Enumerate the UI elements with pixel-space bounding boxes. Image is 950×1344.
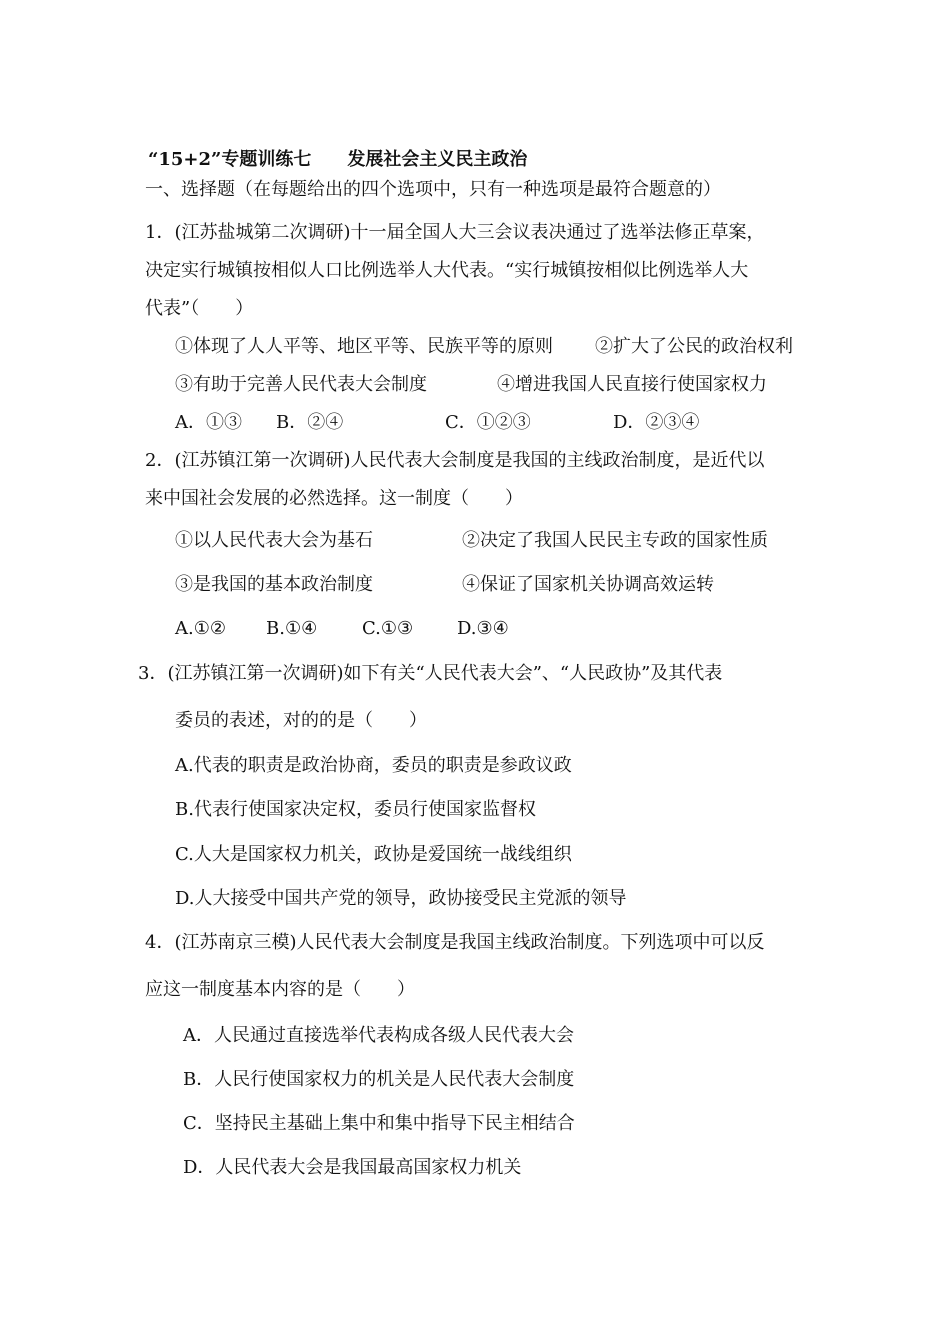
q1-statement-2: ②扩大了公民的政治权利 [595,336,793,357]
q1-statement-3: ③有助于完善人民代表大会制度 [175,374,427,395]
q2-option-b: B.①④ [266,618,318,639]
q2-option-a: A.①② [175,618,226,639]
q2-statement-2: ②决定了我国人民民主专政的国家性质 [462,530,768,551]
q1-line-3: 代表”（ ） [145,298,254,319]
q3-option-b: B.代表行使国家决定权，委员行使国家监督权 [175,799,536,820]
q2-statement-3: ③是我国的基本政治制度 [175,574,373,595]
q3-line-1: 3．(江苏镇江第一次调研)如下有关“人民代表大会”、“人民政协”及其代表 [138,663,723,684]
q4-option-b: B．人民行使国家权力的机关是人民代表大会制度 [183,1069,575,1090]
q3-option-a: A.代表的职责是政治协商，委员的职责是参政议政 [175,755,572,776]
q4-line-2: 应这一制度基本内容的是（ ） [145,979,415,1000]
q1-statement-4: ④增进我国人民直接行使国家权力 [497,374,767,395]
q3-option-d: D.人大接受中国共产党的领导，政协接受民主党派的领导 [175,888,627,909]
q4-option-d: D．人民代表大会是我国最高国家权力机关 [183,1157,522,1178]
q1-statement-1: ①体现了人人平等、地区平等、民族平等的原则 [175,336,553,357]
q2-line-1: 2．(江苏镇江第一次调研)人民代表大会制度是我国的主线政治制度，是近代以 [145,450,765,471]
page-title: “15+2”专题训练七 发展社会主义民主政治 [148,149,528,170]
q1-option-a: A．①③ [175,412,242,433]
q2-statement-4: ④保证了国家机关协调高效运转 [462,574,714,595]
section-heading: 一、选择题（在每题给出的四个选项中，只有一种选项是最符合题意的） [145,179,721,200]
q4-option-c: C．坚持民主基础上集中和集中指导下民主相结合 [183,1113,575,1134]
q3-option-c: C.人大是国家权力机关，政协是爱国统一战线组织 [175,844,572,865]
q1-line-1: 1．(江苏盐城第二次调研)十一届全国人大三会议表决通过了选举法修正草案， [145,222,765,243]
q2-line-2: 来中国社会发展的必然选择。这一制度（ ） [145,488,523,509]
q3-line-2: 委员的表述，对的的是（ ） [175,710,427,731]
q1-line-2: 决定实行城镇按相似人口比例选举人大代表。“实行城镇按相似比例选举人大 [145,260,749,281]
q2-option-c: C.①③ [362,618,414,639]
q4-line-1: 4．(江苏南京三模)人民代表大会制度是我国主线政治制度。下列选项中可以反 [145,932,765,953]
q1-option-c: C．①②③ [445,412,531,433]
q1-option-d: D．②③④ [613,412,700,433]
q2-statement-1: ①以人民代表大会为基石 [175,530,373,551]
q1-option-b: B．②④ [276,412,344,433]
q4-option-a: A．人民通过直接选举代表构成各级人民代表大会 [183,1025,574,1046]
q2-option-d: D.③④ [457,618,509,639]
